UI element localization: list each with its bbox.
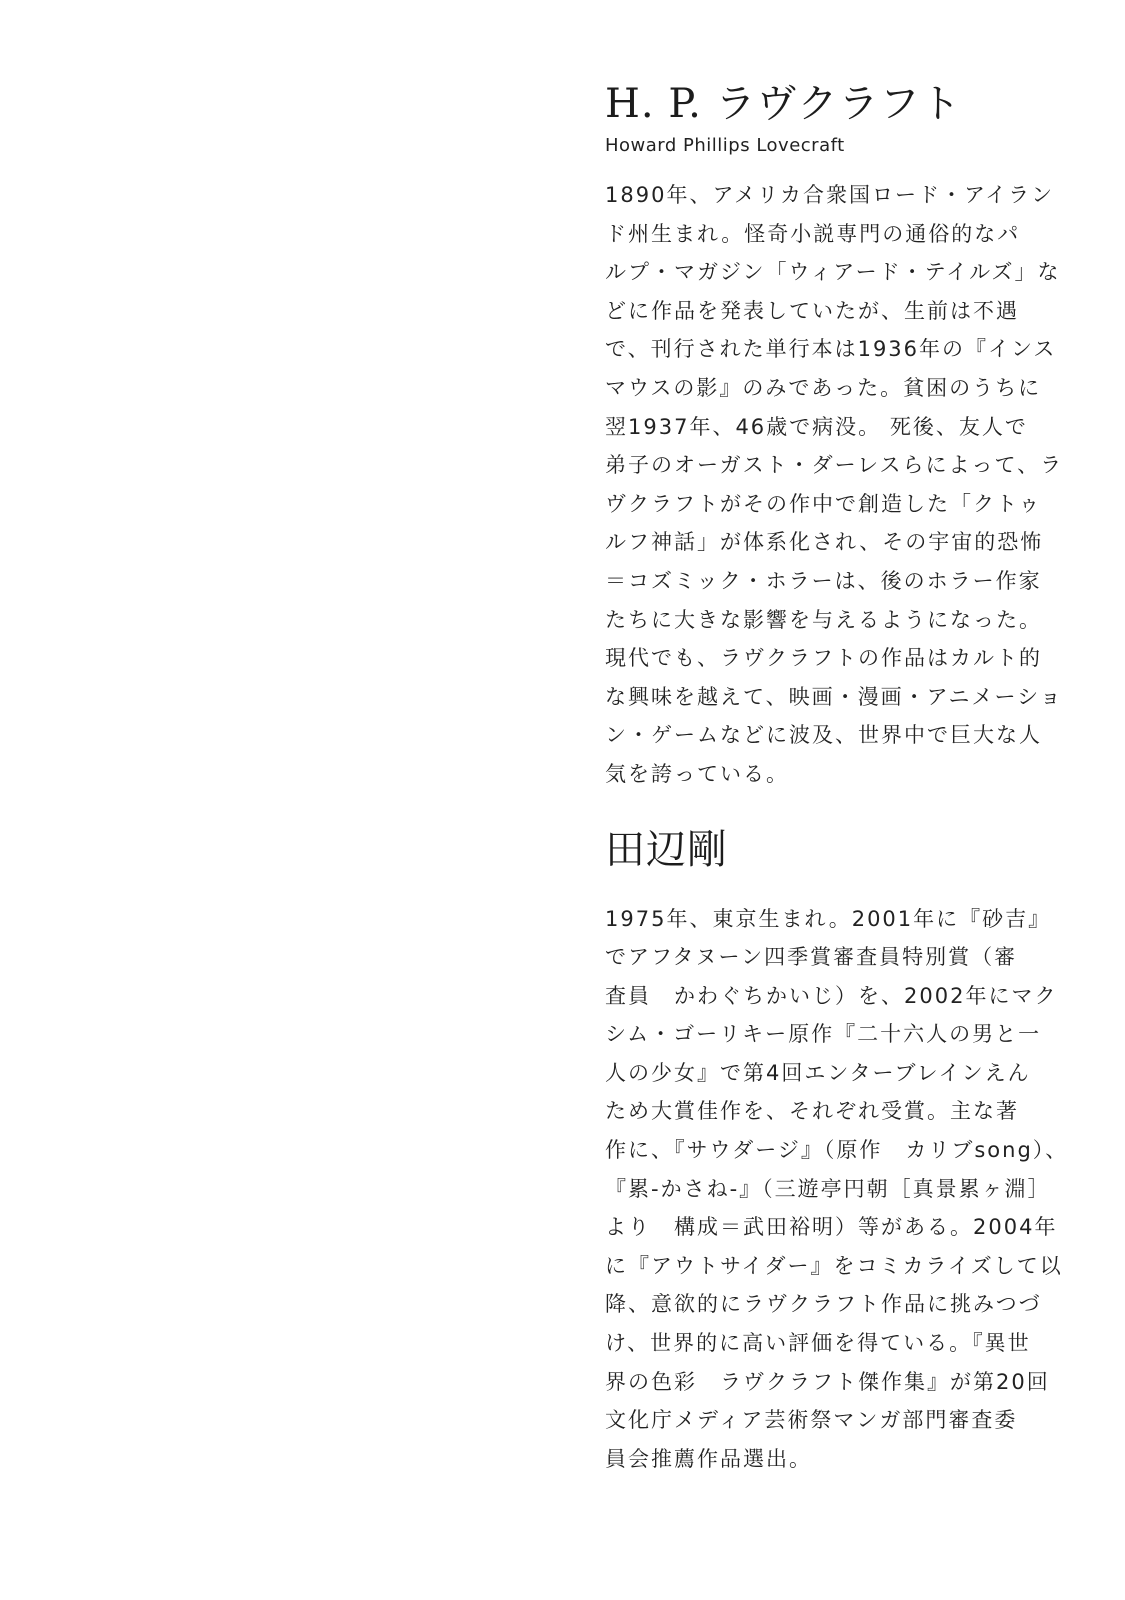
author-biography [605, 176, 1064, 794]
author-name-japanese: H. P. ラヴクラフト [605, 81, 962, 127]
author-name-english: Howard Phillips Lovecraft [605, 135, 845, 156]
bio-line: ン・ゲームなどに波及、世界中で巨大な人 [605, 723, 1042, 748]
bio-line: 員会推薦作品選出。 [605, 1446, 812, 1471]
bio-line: 1890年、アメリカ合衆国ロード・アイラン [605, 183, 1055, 207]
bio-line: 1975年、東京生まれ。2001年に『砂吉』 [605, 906, 1052, 931]
bio-line: 弟子のオーガスト・ダーレスらによって、ラ [605, 453, 1064, 478]
bio-line: 『累-かさね-』（三遊亭円朝［真景累ヶ淵］ [605, 1176, 1051, 1201]
bio-line: 査員 かわぐちかいじ）を、2002年にマク [605, 983, 1058, 1008]
bio-line: 作に、『サウダージ』（原作 カリブsong）、 [605, 1138, 1069, 1163]
bio-line: 降、意欲的にラヴクラフト作品に挑みつづ [605, 1292, 1042, 1317]
bio-line: 現代でも、ラヴクラフトの作品はカルト的 [605, 646, 1042, 671]
bio-line: け、世界的に高い評価を得ている。『異世 [605, 1331, 1031, 1356]
author-name-japanese: 田辺剛 [605, 826, 728, 873]
bio-line: ルフ神話」が体系化され、その宇宙的恐怖 [605, 530, 1044, 555]
bio-line: ルプ・マガジン「ウィアード・テイルズ」な [605, 260, 1061, 285]
bio-line: どに作品を発表していたが、生前は不遇 [605, 298, 1019, 323]
bio-line: 気を誇っている。 [605, 761, 789, 786]
bio-line: ため大賞佳作を、それぞれ受賞。主な著 [605, 1099, 1019, 1124]
bio-line: マウスの影』のみであった。貧困のうちに [605, 375, 1042, 400]
bio-line: 翌1937年、46歳で病没。 死後、友人で [605, 414, 1028, 439]
author-profiles [605, 78, 1069, 1478]
bio-line: に『アウトサイダー』をコミカライズして以 [605, 1253, 1063, 1278]
bio-line: な興味を越えて、映画・漫画・アニメーショ [605, 684, 1063, 709]
author-profile-tanabe [605, 824, 1069, 1479]
bio-line: より 構成＝武田裕明）等がある。2004年 [605, 1215, 1058, 1240]
author-profile-lovecraft [605, 78, 1064, 794]
bio-line: シム・ゴーリキー原作『二十六人の男と一 [605, 1022, 1042, 1047]
author-biography [605, 900, 1069, 1479]
bio-line: でアフタヌーン四季賞審査員特別賞（審 [605, 945, 1018, 970]
bio-line: 人の少女』で第4回エンターブレインえん [605, 1060, 1031, 1085]
bio-line: 界の色彩 ラヴクラフト傑作集』が第20回 [605, 1369, 1050, 1394]
bio-line: ヴクラフトがその作中で創造した「クトゥ [605, 491, 1042, 516]
bio-line: たちに大きな影響を与えるようになった。 [605, 607, 1042, 632]
bio-line: ド州生まれ。怪奇小説専門の通俗的なパ [605, 221, 1021, 246]
bio-line: ＝コズミック・ホラーは、後のホラー作家 [605, 568, 1042, 593]
bio-line: 文化庁メディア芸術祭マンガ部門審査委 [605, 1408, 1018, 1433]
bio-line: で、刊行された単行本は1936年の『インス [605, 337, 1057, 362]
